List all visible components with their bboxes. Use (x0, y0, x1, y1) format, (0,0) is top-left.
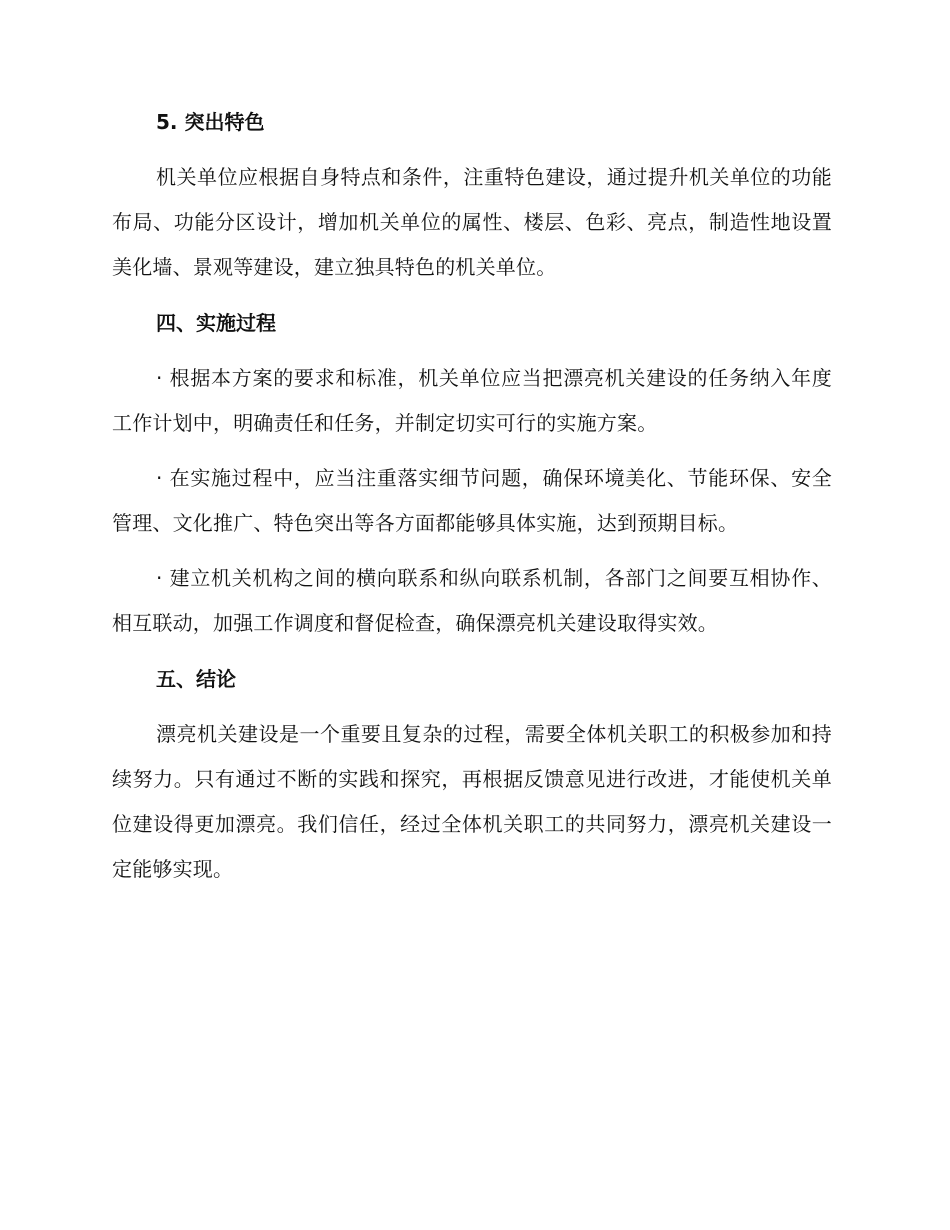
paragraph-implementation-2: · 在实施过程中，应当注重落实细节问题，确保环境美化、节能环保、安全管理、文化推广、特色突出等各方面都能够具体实施，达到预期目标。 (112, 466, 832, 535)
paragraph-implementation-1: · 根据本方案的要求和标准，机关单位应当把漂亮机关建设的任务纳入年度工作计划中，明确责任和任务，并制定切实可行的实施方案。 (112, 366, 832, 435)
section-heading-conclusion: 五、结论 (156, 667, 236, 691)
paragraph-highlight-features: 机关单位应根据自身特点和条件，注重特色建设，通过提升机关单位的功能布局、功能分区设计，增加机关单位的属性、楼层、色彩、亮点，制造性地设置美化墙、景观等建设，建立独具特色的机关单位。 (112, 165, 832, 279)
section-heading-implementation: 四、实施过程 (156, 311, 276, 335)
paragraph-conclusion: 漂亮机关建设是一个重要且复杂的过程，需要全体机关职工的积极参加和持续努力。只有通过不断的实践和探究，再根据反馈意见进行改进，才能使机关单位建设得更加漂亮。我们信任，经过全体机关职工的共同努力，漂亮机关建设一定能够实现。 (112, 722, 832, 881)
section-heading-highlight-features: 5. 突出特色 (156, 110, 265, 134)
document-page (112, 108, 832, 892)
paragraph-implementation-3: · 建立机关机构之间的横向联系和纵向联系机制，各部门之间要互相协作、相互联动，加强工作调度和督促检查，确保漂亮机关建设取得实效。 (112, 566, 832, 635)
